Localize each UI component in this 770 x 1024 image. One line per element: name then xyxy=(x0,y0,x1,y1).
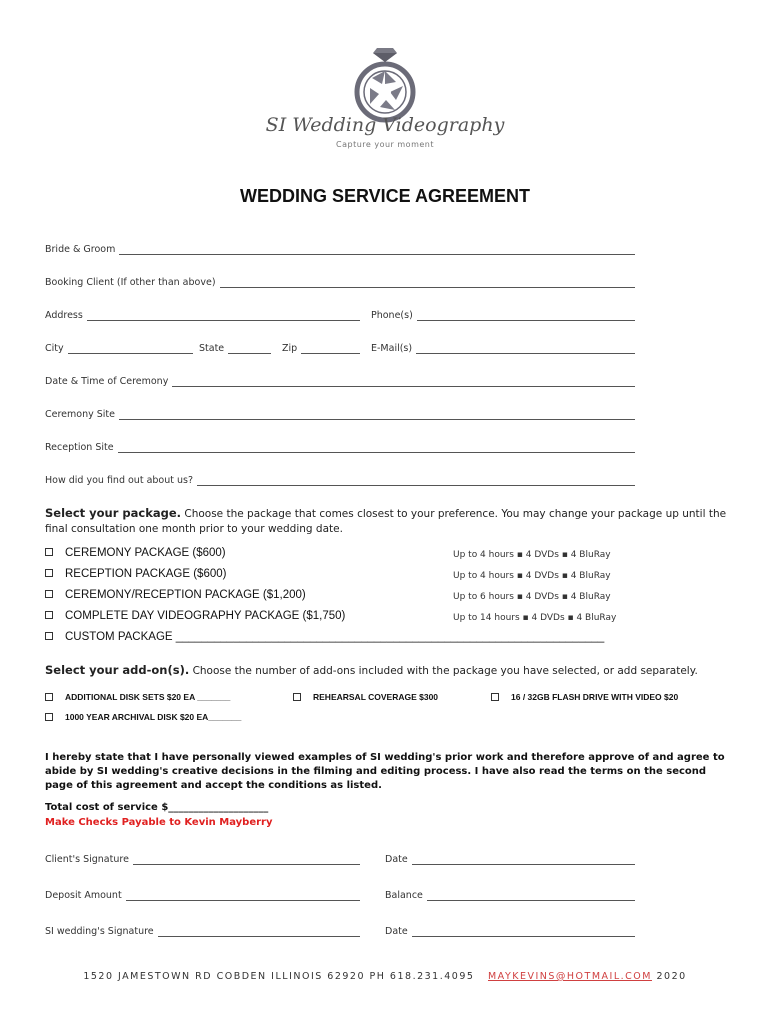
email-label: E-Mail(s) xyxy=(371,343,413,354)
si-signature-label: SI wedding's Signature xyxy=(45,926,154,937)
si-signature-line[interactable] xyxy=(158,928,360,937)
deposit-label: Deposit Amount xyxy=(45,890,122,901)
package-name: COMPLETE DAY VIDEOGRAPHY PACKAGE ($1,750) xyxy=(65,610,346,622)
addon-label: 1000 YEAR ARCHIVAL DISK $20 EA_______ xyxy=(65,712,242,722)
phone-line[interactable] xyxy=(417,312,635,321)
checkbox[interactable] xyxy=(45,548,53,556)
reception-site-field[interactable] xyxy=(45,442,635,453)
addon-disk-sets[interactable] xyxy=(45,692,230,702)
ceremony-site-line[interactable] xyxy=(119,411,635,420)
brand-name: SI Wedding Videography xyxy=(265,114,505,136)
find-out-label: How did you find out about us? xyxy=(45,475,194,486)
package-heading: Select your package. xyxy=(45,506,182,520)
footer xyxy=(0,971,770,982)
state-field[interactable] xyxy=(199,343,271,354)
checks-payable-note: Make Checks Payable to Kevin Mayberry xyxy=(45,817,273,828)
checkbox[interactable] xyxy=(45,693,53,701)
agreement-statement: I hereby state that I have personally viewed examples of SI wedding's prior work and therefore approve of and agree to abide by SI wedding's creative decisions in the filming and editing process. I have also read the terms on the second page of this agreement and accept the conditions as listed. xyxy=(45,752,725,791)
date-time-field[interactable] xyxy=(45,376,635,387)
deposit-line[interactable] xyxy=(126,892,360,901)
state-label: State xyxy=(199,343,225,354)
package-option[interactable] xyxy=(45,589,306,601)
package-desc: Up to 4 hours ▪ 4 DVDs ▪ 4 BluRay xyxy=(453,571,611,581)
address-label: Address xyxy=(45,310,83,321)
package-name: CUSTOM PACKAGE ___________________________________________________________________ xyxy=(65,631,605,643)
city-line[interactable] xyxy=(68,345,193,354)
addon-section xyxy=(45,663,735,679)
si-signature-field[interactable] xyxy=(45,926,360,937)
date-field[interactable] xyxy=(385,854,635,865)
addon-label: REHEARSAL COVERAGE $300 xyxy=(313,692,439,702)
bride-groom-label: Bride & Groom xyxy=(45,244,116,255)
footer-address: 1520 JAMESTOWN RD COBDEN ILLINOIS 62920 PH 618.231.4095 xyxy=(83,971,475,982)
date-line[interactable] xyxy=(412,856,635,865)
ceremony-site-label: Ceremony Site xyxy=(45,409,115,420)
addon-label: ADDITIONAL DISK SETS $20 EA _______ xyxy=(65,692,231,702)
addon-flash-drive[interactable] xyxy=(491,692,678,702)
address-line[interactable] xyxy=(87,312,360,321)
zip-line[interactable] xyxy=(301,345,360,354)
balance-label: Balance xyxy=(385,890,423,901)
zip-label: Zip xyxy=(282,343,298,354)
package-option[interactable] xyxy=(45,610,345,622)
date-label: Date xyxy=(385,926,408,937)
addon-heading: Select your add-on(s). xyxy=(45,663,190,677)
client-signature-line[interactable] xyxy=(133,856,360,865)
checkbox[interactable] xyxy=(45,632,53,640)
checkbox[interactable] xyxy=(45,611,53,619)
addon-label: 16 / 32GB FLASH DRIVE WITH VIDEO $20 xyxy=(511,692,679,702)
phone-field[interactable] xyxy=(371,310,635,321)
balance-line[interactable] xyxy=(427,892,635,901)
date-line[interactable] xyxy=(412,928,635,937)
reception-site-label: Reception Site xyxy=(45,442,114,453)
package-desc: Up to 4 hours ▪ 4 DVDs ▪ 4 BluRay xyxy=(453,550,611,560)
checkbox[interactable] xyxy=(45,590,53,598)
client-signature-field[interactable] xyxy=(45,854,360,865)
addon-archival[interactable] xyxy=(45,712,241,722)
booking-client-line[interactable] xyxy=(220,279,635,288)
footer-year: 2020 xyxy=(656,971,687,982)
package-text: Choose the package that comes closest to your preference. You may change your package up until the final consultation one month prior to your wedding date. xyxy=(45,508,727,535)
bride-groom-field[interactable] xyxy=(45,244,635,255)
checkbox[interactable] xyxy=(45,713,53,721)
checkbox[interactable] xyxy=(491,693,499,701)
addon-rehearsal[interactable] xyxy=(293,692,438,702)
brand-tagline: Capture your moment xyxy=(336,140,434,149)
date-time-label: Date & Time of Ceremony xyxy=(45,376,169,387)
package-name: CEREMONY/RECEPTION PACKAGE ($1,200) xyxy=(65,589,306,601)
email-field[interactable] xyxy=(371,343,635,354)
city-field[interactable] xyxy=(45,343,193,354)
city-label: City xyxy=(45,343,64,354)
package-desc: Up to 6 hours ▪ 4 DVDs ▪ 4 BluRay xyxy=(453,592,611,602)
address-field[interactable] xyxy=(45,310,360,321)
email-line[interactable] xyxy=(416,345,635,354)
balance-field[interactable] xyxy=(385,890,635,901)
find-out-field[interactable] xyxy=(45,475,635,486)
date-time-line[interactable] xyxy=(172,378,635,387)
package-name: RECEPTION PACKAGE ($600) xyxy=(65,568,227,580)
ceremony-site-field[interactable] xyxy=(45,409,635,420)
package-option[interactable] xyxy=(45,568,226,580)
package-option-custom[interactable] xyxy=(45,631,604,643)
addon-text: Choose the number of add-ons included with the package you have selected, or add separately. xyxy=(192,665,698,677)
page-title: WEDDING SERVICE AGREEMENT xyxy=(239,186,531,206)
bride-groom-line[interactable] xyxy=(119,246,635,255)
package-desc: Up to 14 hours ▪ 4 DVDs ▪ 4 BluRay xyxy=(453,613,617,623)
deposit-field[interactable] xyxy=(45,890,360,901)
date-label: Date xyxy=(385,854,408,865)
booking-client-field[interactable] xyxy=(45,277,635,288)
checkbox[interactable] xyxy=(293,693,301,701)
total-cost[interactable]: Total cost of service $____________________ xyxy=(45,802,269,813)
booking-client-label: Booking Client (If other than above) xyxy=(45,277,216,288)
zip-field[interactable] xyxy=(282,343,360,354)
phone-label: Phone(s) xyxy=(371,310,413,321)
package-section xyxy=(45,506,735,537)
package-name: CEREMONY PACKAGE ($600) xyxy=(65,547,226,559)
checkbox[interactable] xyxy=(45,569,53,577)
state-line[interactable] xyxy=(228,345,271,354)
package-option[interactable] xyxy=(45,547,226,559)
client-signature-label: Client's Signature xyxy=(45,854,129,865)
footer-email-link[interactable]: MAYKEVINS@HOTMAIL.COM xyxy=(487,971,652,982)
date-field[interactable] xyxy=(385,926,635,937)
find-out-line[interactable] xyxy=(197,477,635,486)
reception-site-line[interactable] xyxy=(118,444,635,453)
